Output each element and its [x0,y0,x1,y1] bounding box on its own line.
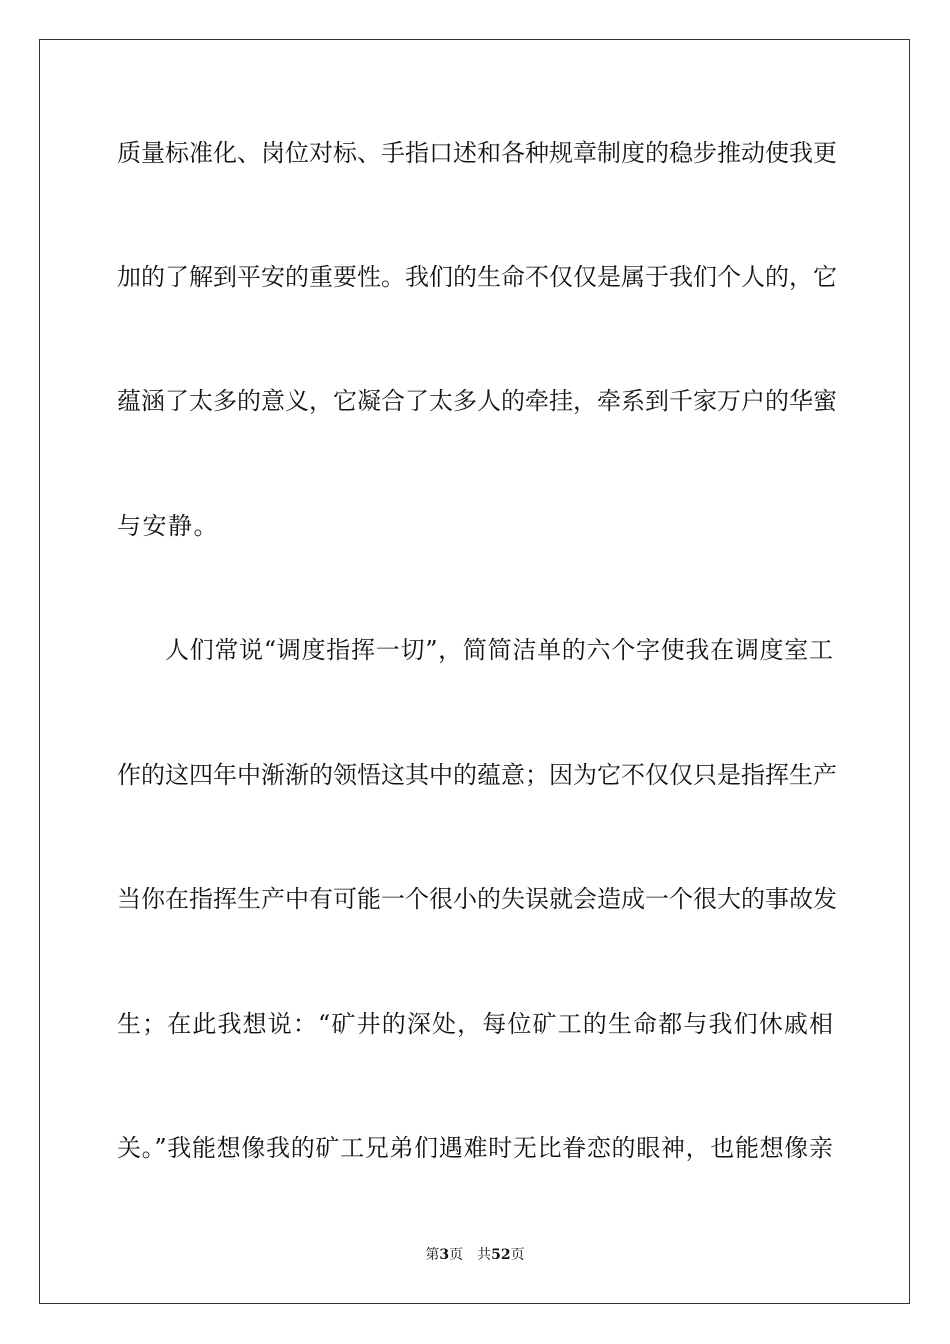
page-total: 52 [491,1247,511,1263]
text-line-9: 关。”我能想像我的矿工兄弟们遇难时无比眷恋的眼神，也能想像亲 [117,1134,833,1162]
text-line-8: 生；在此我想说：“矿井的深处，每位矿工的生命都与我们休戚相 [117,1010,833,1038]
page-footer [0,1246,950,1264]
text-line-3: 蕴涵了太多的意义，它凝合了太多人的牵挂，牵系到千家万户的华蜜 [117,387,837,415]
total-unit: 页 [510,1247,525,1263]
page-current: 3 [439,1247,450,1263]
total-prefix: 共 [477,1247,492,1263]
text-line-2: 加的了解到平安的重要性。我们的生命不仅仅是属于我们个人的，它 [117,263,837,291]
text-line-7: 当你在指挥生产中有可能一个很小的失误就会造成一个很大的事故发 [117,885,837,913]
page-unit: 页 [449,1247,464,1263]
text-line-4: 与安静。 [117,512,219,540]
page-prefix: 第 [425,1247,440,1263]
text-line-6: 作的这四年中渐渐的领悟这其中的蕴意；因为它不仅仅只是指挥生产 [117,761,837,789]
page-border [39,39,910,1304]
text-line-1: 质量标准化、岗位对标、手指口述和各种规章制度的稳步推动使我更 [117,139,837,167]
text-line-5: 人们常说“调度指挥一切”，简简洁单的六个字使我在调度室工 [165,636,833,664]
